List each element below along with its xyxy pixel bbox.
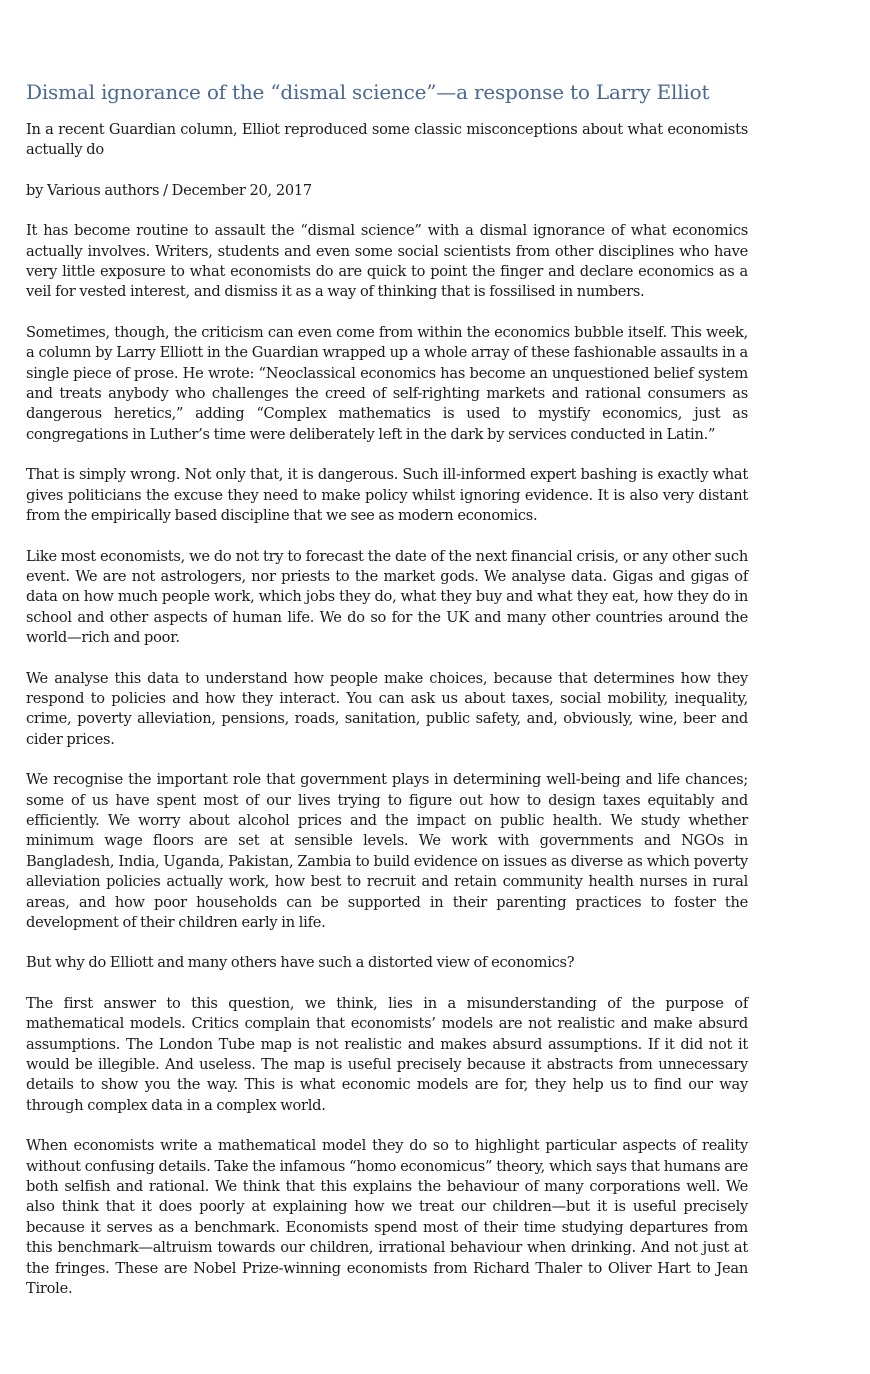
body-paragraph-4: Like most economists, we do not try to forecast the date of the next financial crisis, or any other such event. We are not astrologers, nor priests to the market gods. We analyse data. Gigas and gigas of data on how much people work, which jobs they do, what they buy and what they eat, how they do in school and other aspects of human life. We do so for the UK and many other countries around the world—rich and poor. xyxy=(26,547,748,647)
body-paragraph-3: That is simply wrong. Not only that, it is dangerous. Such ill-informed expert bashing is exactly what gives politicians the excuse they need to make policy whilst ignoring evidence. It is also very distant from the empirically based discipline that we see as modern economics. xyxy=(26,466,748,525)
body-paragraph-6: We recognise the important role that government plays in determining well-being and life chances; some of us have spent most of our lives trying to figure out how to design taxes equitably and efficiently. We worry about alcohol prices and the impact on public health. We study whether minimum wage floors are set at sensible levels. We work with governments and NGOs in Bangladesh, India, Uganda, Pakistan, Zambia to build evidence on issues as diverse as which poverty alleviation policies actually work, how best to recruit and retain community health nurses in rural areas, and how poor households can be supported in their parenting practices to foster the development of their children early in life. xyxy=(26,771,748,931)
article-byline: by Various authors / December 20, 2017 xyxy=(26,181,312,199)
article-title: Dismal ignorance of the “dismal science”—a response to Larry Elliot xyxy=(26,80,710,104)
article xyxy=(26,78,748,1320)
body-paragraph-1: It has become routine to assault the “dismal science” with a dismal ignorance of what economics actually involves. Writers, students and even some social scientists from other disciplines who have very little exposure to what economists do are quick to point the finger and declare economics as a veil for vested interest, and dismiss it as a way of thinking that is fossilised in numbers. xyxy=(26,222,748,301)
article-subtitle: In a recent Guardian column, Elliot reproduced some classic misconceptions about what economists actually do xyxy=(26,121,748,159)
body-paragraph-2: Sometimes, though, the criticism can even come from within the economics bubble itself. This week, a column by Larry Elliott in the Guardian wrapped up a whole array of these fashionable assaults in a single piece of prose. He wrote: “Neoclassical economics has become an unquestioned belief system and treats anybody who challenges the creed of self-righting markets and rational consumers as dangerous heretics,” adding “Complex mathematics is used to mystify economics, just as congregations in Luther’s time were deliberately left in the dark by services conducted in Latin.” xyxy=(26,323,748,443)
body-paragraph-9: When economists write a mathematical model they do so to highlight particular aspects of reality without confusing details. Take the infamous “homo economicus” theory, which says that humans are both selfish and rational. We think that this explains the behaviour of many corporations well. We also think that it does poorly at explaining how we treat our children—but it is useful precisely because it serves as a benchmark. Economists spend most of their time studying departures from this benchmark—altruism towards our children, irrational behaviour when drinking. And not just at the fringes. These are Nobel Prize-winning economists from Richard Thaler to Oliver Hart to Jean Tirole. xyxy=(26,1137,748,1298)
body-paragraph-5: We analyse this data to understand how people make choices, because that determines how they respond to policies and how they interact. You can ask us about taxes, social mobility, inequality, crime, poverty alleviation, pensions, roads, sanitation, public safety, and, obviously, wine, beer and cider prices. xyxy=(26,669,748,748)
body-paragraph-8: The first answer to this question, we think, lies in a misunderstanding of the purpose of mathematical models. Critics complain that economists’ models are not realistic and make absurd assumptions. The London Tube map is not realistic and makes absurd assumptions. If it did not it would be illegible. And useless. The map is useful precisely because it abstracts from unnecessary details to show you the way. This is what economic models are for, they help us to find our way through complex data in a complex world. xyxy=(26,994,748,1114)
body-paragraph-7: But why do Elliott and many others have such a distorted view of economics? xyxy=(26,954,575,972)
